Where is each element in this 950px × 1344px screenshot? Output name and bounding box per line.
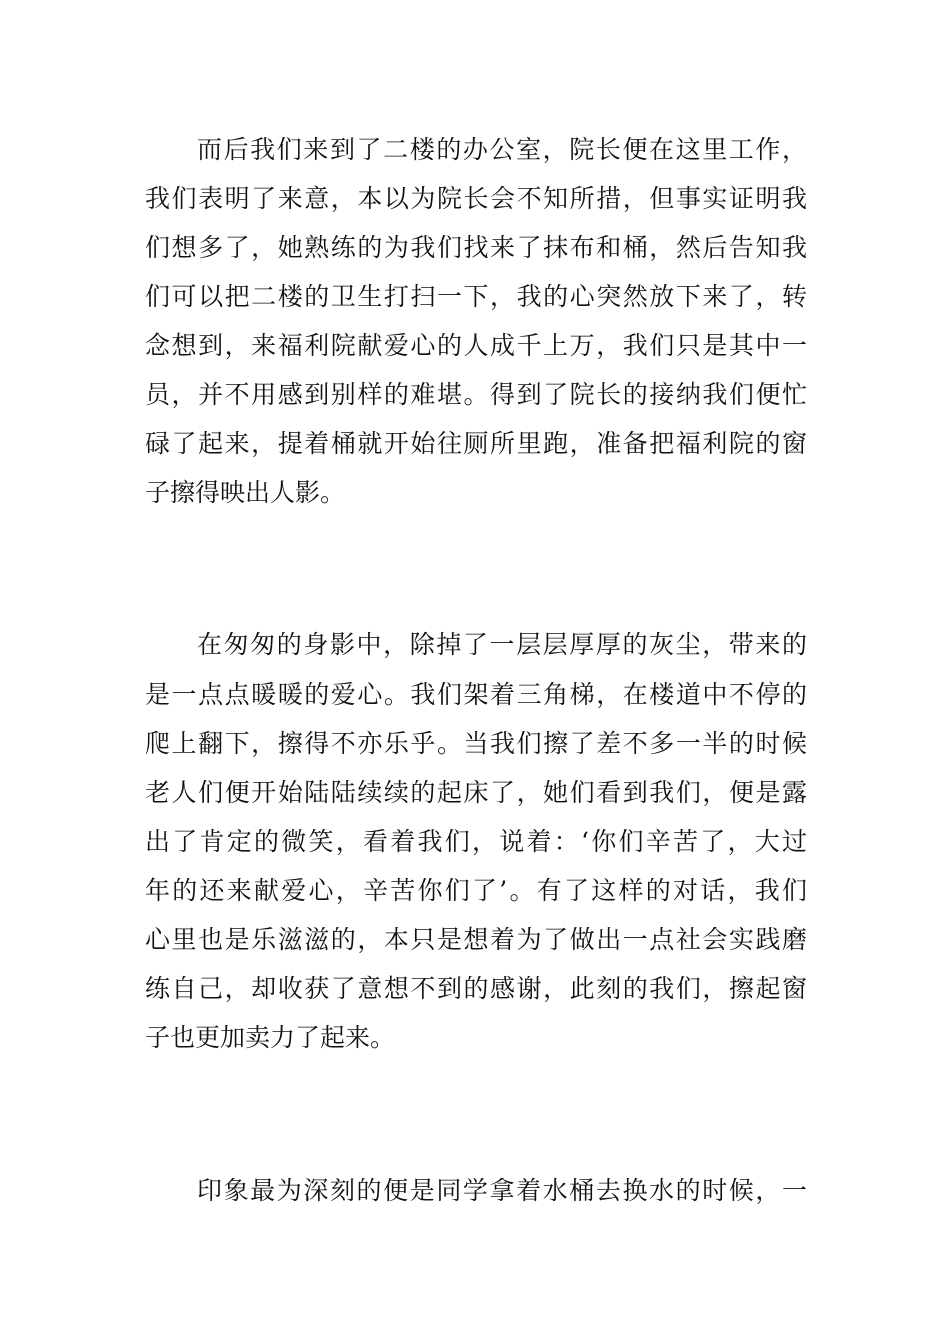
paragraph-line: 碌了起来，提着桶就开始往厕所里跑，准备把福利院的窗 — [145, 429, 807, 458]
paragraph-line: 员，并不用感到别样的难堪。得到了院长的接纳我们便忙 — [145, 380, 807, 409]
paragraph-line: 而后我们来到了二楼的办公室，院长便在这里工作， — [197, 135, 807, 164]
paragraph-line: 在匆匆的身影中，除掉了一层层厚厚的灰尘，带来的 — [197, 630, 807, 659]
paragraph-line: 们可以把二楼的卫生打扫一下，我的心突然放下来了，转 — [145, 282, 807, 311]
paragraph-line: 子擦得映出人影。 — [145, 478, 346, 507]
paragraph-line: 出了肯定的微笑，看着我们，说着：‘你们辛苦了，大过 — [145, 827, 807, 856]
paragraph-line: 练自己，却收获了意想不到的感谢，此刻的我们，擦起窗 — [145, 974, 807, 1003]
paragraph-line: 念想到，来福利院献爱心的人成千上万，我们只是其中一 — [145, 331, 807, 360]
paragraph-line: 心里也是乐滋滋的，本只是想着为了做出一点社会实践磨 — [145, 925, 807, 954]
paragraph-line: 老人们便开始陆陆续续的起床了，她们看到我们，便是露 — [145, 778, 807, 807]
paragraph-line: 是一点点暖暖的爱心。我们架着三角梯，在楼道中不停的 — [145, 680, 807, 709]
paragraph-line: 我们表明了来意，本以为院长会不知所措，但事实证明我 — [145, 184, 807, 213]
paragraph-line: 年的还来献爱心，辛苦你们了’。有了这样的对话，我们 — [145, 876, 807, 905]
paragraph-line: 爬上翻下，擦得不亦乐乎。当我们擦了差不多一半的时候 — [145, 729, 807, 758]
paragraph-line: 们想多了，她熟练的为我们找来了抹布和桶，然后告知我 — [145, 233, 807, 262]
paragraph-line: 子也更加卖力了起来。 — [145, 1023, 396, 1052]
paragraph-line: 印象最为深刻的便是同学拿着水桶去换水的时候，一 — [197, 1176, 807, 1205]
